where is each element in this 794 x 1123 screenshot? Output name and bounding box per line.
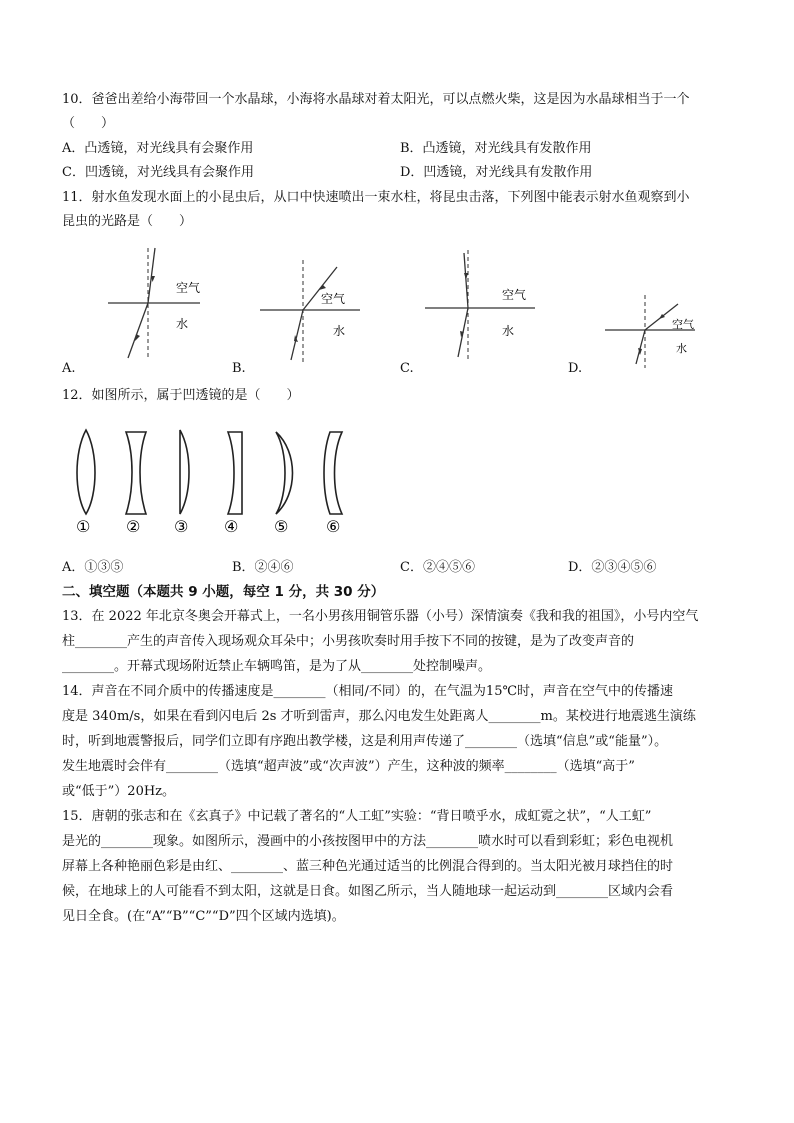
q15-line4: 候，在地球上的人可能看不到太阳，这就是日食。如图乙所示，当人随地球一起运动到________区域内会看: [62, 884, 674, 899]
q11-a-water-label: 水: [176, 317, 189, 331]
q12-option-a: A．①③⑤: [62, 560, 124, 575]
q11-stem-line1: 11．射水鱼发现水面上的小昆虫后，从口中快速喷出一束水柱，将昆虫击落，下列图中能表示射水鱼观察到小: [62, 190, 690, 205]
q13-line1: 13．在 2022 年北京冬奥会开幕式上，一名小男孩用铜管乐器（小号）深情演奏《我和我的祖国》，小号内空气: [62, 609, 699, 624]
q14-line2: 度是 340m/s，如果在看到闪电后 2s 才听到雷声，那么闪电发生处距离人________m。某校进行地震逃生演练: [62, 709, 696, 724]
q14-line3: 时，听到地震警报后，同学们立即有序跑出教学楼，这是利用声传递了________（选填“信息”或“能量”）。: [62, 734, 668, 749]
lens-3-plano-convex: [180, 430, 189, 514]
q12-option-c: C．②④⑤⑥: [400, 560, 475, 575]
lens-2-biconcave: [126, 432, 146, 514]
q11-c-air-label: 空气: [502, 288, 527, 302]
q11-option-c: C.: [400, 361, 414, 376]
lens-1-biconvex: [77, 430, 95, 514]
q10-stem-line1: 10．爸爸出差给小海带回一个水晶球，小海将水晶球对着太阳光，可以点燃火柴，这是因为水晶球相当于一个: [62, 92, 690, 107]
q14-line1: 14．声音在不同介质中的传播速度是________（相同/不同）的，在气温为15℃时，声音在空气中的传播速: [62, 684, 674, 699]
q14-line5: 或“低于”）20Hz。: [62, 784, 176, 799]
q11-d-air-label: 空气: [672, 318, 694, 331]
q15-line5: 见日全食。(在“A”“B”“C”“D”四个区域内选填)。: [62, 909, 345, 924]
q12-stem: 12．如图所示，属于凹透镜的是（ ）: [62, 388, 300, 403]
q10-option-c: C．凹透镜，对光线具有会聚作用: [62, 165, 254, 180]
q11-stem-line2: 昆虫的光路是（ ）: [62, 214, 193, 229]
q11-figure-c: [420, 245, 550, 365]
lens-4-plano-concave: [228, 432, 242, 514]
lens-5-convex-meniscus: [276, 432, 293, 514]
lens-5-number: ⑤: [274, 517, 289, 536]
q11-option-a: A.: [62, 361, 76, 376]
q11-figure-d: [600, 290, 710, 370]
q15-line2: 是光的________现象。如图所示，漫画中的小孩按图甲中的方法________喷水时可以看到彩虹；彩色电视机: [62, 834, 674, 849]
q11-b-water-label: 水: [333, 324, 346, 338]
q15-line1: 15．唐朝的张志和在《玄真子》中记载了著名的“人工虹”实验：“背日喷乎水，成虹霓之状”，“人工虹”: [62, 809, 652, 824]
section2-title: 二、填空题（本题共 9 小题，每空 1 分，共 30 分）: [62, 584, 385, 600]
q15-line3: 屏幕上各种艳丽色彩是由红、________、蓝三种色光通过适当的比例混合得到的。当太阳光被月球挡住的时: [62, 859, 674, 874]
q11-d-water-label: 水: [676, 342, 687, 355]
lens-3-number: ③: [174, 517, 189, 536]
q11-a-air-label: 空气: [176, 281, 201, 295]
q10-option-b: B．凸透镜，对光线具有发散作用: [400, 141, 592, 156]
q10-stem-line2: （ ）: [62, 116, 115, 131]
lens-2-number: ②: [126, 517, 141, 536]
lens-6-number: ⑥: [326, 517, 341, 536]
q11-figure-b: [255, 255, 385, 365]
q10-option-d: D．凹透镜，对光线具有发散作用: [400, 165, 593, 180]
q11-b-air-label: 空气: [321, 292, 346, 306]
lens-6-concave-meniscus: [324, 432, 342, 514]
q12-option-d: D．②③④⑤⑥: [568, 560, 657, 575]
q11-option-d: D.: [568, 361, 583, 376]
q12-option-b: B．②④⑥: [232, 560, 294, 575]
q11-c-water-label: 水: [502, 324, 515, 338]
q11-option-b: B.: [232, 361, 246, 376]
q10-option-a: A．凸透镜，对光线具有会聚作用: [62, 141, 254, 156]
q14-line4: 发生地震时会伴有________（选填“超声波”或“次声波”）产生，这种波的频率________（选填“高于”: [62, 759, 635, 774]
q12-lens-figure: [62, 422, 362, 540]
q13-line2: 柱________产生的声音传入现场观众耳朵中；小男孩吹奏时用手按下不同的按键，是为了改变声音的: [62, 634, 635, 649]
lens-1-number: ①: [76, 517, 91, 536]
q11-figure-a: [100, 240, 230, 365]
q13-line3: ________。开幕式现场附近禁止车辆鸣笛，是为了从________处控制噪声。: [62, 659, 492, 674]
lens-4-number: ④: [224, 517, 239, 536]
